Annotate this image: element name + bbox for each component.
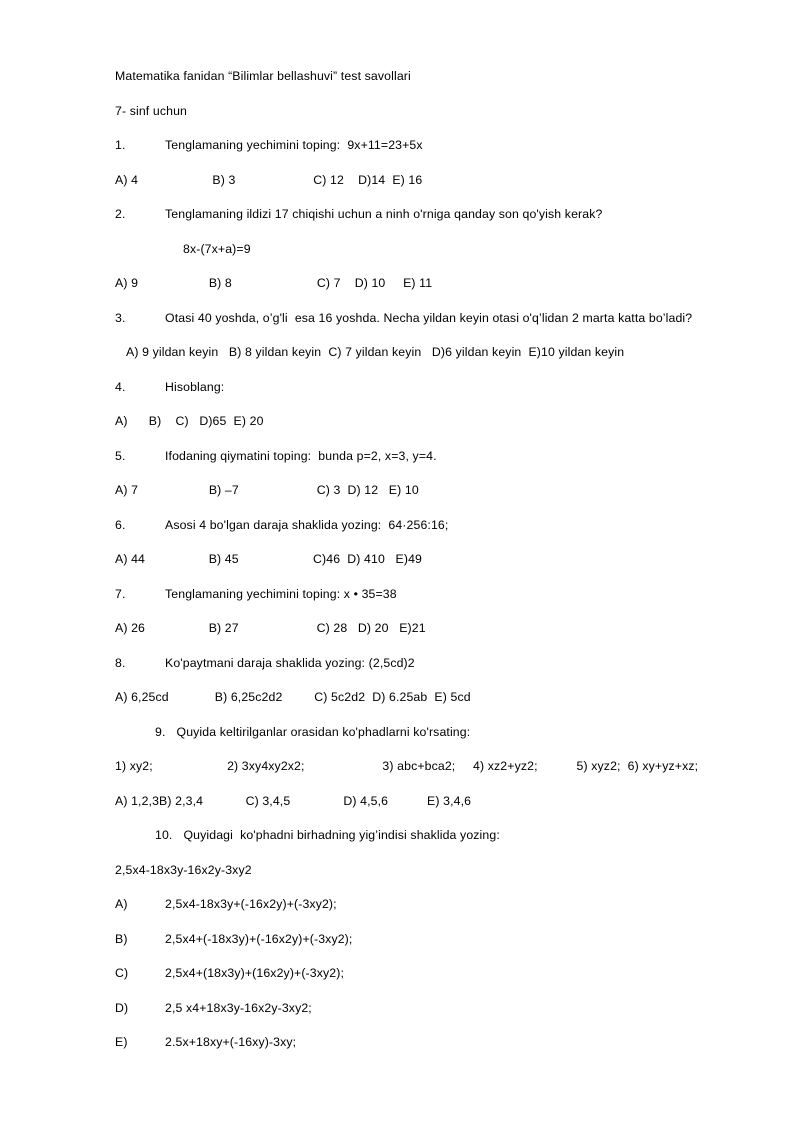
question-10-option-a — [115, 898, 740, 911]
question-2-formula-text: 8x-(7x+a)=9 — [183, 241, 251, 256]
question-10-option-e — [115, 1036, 740, 1049]
option-b-text: 2,5x4+(-18x3y)+(-16x2y)+(-3xy2); — [165, 931, 353, 946]
question-8-options: A) 6,25cd B) 6,25c2d2 C) 5c2d2 D) 6.25ab E) 5cd — [115, 690, 471, 704]
question-10-option-d — [115, 1002, 740, 1015]
option-d-text: 2,5 x4+18x3y-16x2y-3xy2; — [165, 1000, 312, 1015]
document-title: Matematika fanidan “Bilimlar bellashuvi” test savollari — [115, 69, 411, 83]
question-1-options: A) 4 B) 3 C) 12 D)14 E) 16 — [115, 172, 423, 187]
option-a-text: 2,5x4-18x3y+(-16x2y)+(-3xy2); — [165, 897, 337, 911]
question-7-options: A) 26 B) 27 C) 28 D) 20 E)21 — [115, 621, 426, 635]
option-a-letter: A) — [115, 897, 128, 911]
question-10-number: 10. — [155, 828, 173, 842]
question-1-prompt — [115, 139, 740, 152]
question-8-text: Ko'paytmani daraja shaklida yozing: (2,5cd)2 — [165, 655, 415, 670]
question-2-text: Tenglamaning ildizi 17 chiqishi uchun a ninh o'rniga qanday son qo'yish kerak? — [165, 207, 603, 221]
question-1-number: 1. — [115, 138, 126, 152]
option-e-letter: E) — [115, 1035, 128, 1049]
question-10-text: Quyidagi ko'phadni birhadning yig’indisi shaklida yozing: — [183, 828, 500, 842]
question-1-text: Tenglamaning yechimini toping: 9x+11=23+5x — [165, 138, 423, 152]
question-8-prompt — [115, 657, 740, 670]
question-3-text: Otasi 40 yoshda, o’g'li esa 16 yoshda. Necha yildan keyin otasi o'q’lidan 2 marta katta bo’ladi? — [165, 310, 693, 325]
question-9-prompt — [115, 726, 740, 739]
question-4-options: A) B) C) D)65 E) 20 — [115, 414, 264, 428]
question-9-options: A) 1,2,3B) 2,3,4 C) 3,4,5 D) 4,5,6 E) 3,4,6 — [115, 793, 472, 808]
question-6-number: 6. — [115, 517, 126, 532]
option-b-letter: B) — [115, 931, 128, 946]
question-4-number: 4. — [115, 379, 126, 394]
document-subtitle: 7- sinf uchun — [115, 103, 188, 118]
question-3-options — [115, 346, 740, 359]
question-5-text: Ifodaning qiymatini toping: bunda p=2, x=3, y=4. — [165, 448, 437, 463]
question-6-text: Asosi 4 bo'lgan daraja shaklida yozing: 64·256:16; — [165, 517, 449, 532]
question-10-prompt — [115, 829, 740, 842]
question-5-number: 5. — [115, 448, 126, 463]
question-4-text: Hisoblang: — [165, 379, 225, 394]
option-c-letter: C) — [115, 966, 129, 980]
question-2-formula — [115, 243, 740, 256]
question-2-number: 2. — [115, 207, 126, 221]
option-d-letter: D) — [115, 1000, 129, 1015]
question-10-option-c — [115, 967, 740, 980]
document-body — [115, 70, 740, 1049]
question-8-number: 8. — [115, 655, 126, 670]
question-9-number: 9. — [155, 724, 166, 739]
question-9-text: Quyida keltirilganlar orasidan ko'phadlarni ko'rsating: — [176, 724, 471, 739]
question-10-expression: 2,5x4-18x3y-16x2y-3xy2 — [115, 862, 252, 877]
question-3-prompt — [115, 312, 740, 325]
option-e-text: 2.5x+18xy+(-16xy)-3xy; — [165, 1035, 297, 1049]
option-c-text: 2,5x4+(18x3y)+(16x2y)+(-3xy2); — [165, 966, 344, 980]
question-3-number: 3. — [115, 310, 126, 325]
question-7-prompt — [115, 588, 740, 601]
question-10-option-b — [115, 933, 740, 946]
question-2-prompt — [115, 208, 740, 221]
question-2-options: A) 9 B) 8 C) 7 D) 10 E) 11 — [115, 276, 433, 290]
question-5-prompt — [115, 450, 740, 463]
question-7-text: Tenglamaning yechimini toping: x • 35=38 — [165, 586, 397, 601]
question-3-options-text: A) 9 yildan keyin B) 8 yildan keyin C) 7 yildan keyin D)6 yildan keyin E)10 yildan keyin — [126, 345, 625, 359]
question-6-options: A) 44 B) 45 C)46 D) 410 E)49 — [115, 552, 423, 566]
question-4-prompt — [115, 381, 740, 394]
question-9-items: 1) xy2; 2) 3xy4xy2x2; 3) abc+bca2; 4) xz2+yz2; 5) xyz2; 6) xy+yz+xz; — [115, 759, 699, 773]
question-5-options: A) 7 B) –7 C) 3 D) 12 E) 10 — [115, 483, 419, 497]
question-7-number: 7. — [115, 586, 126, 601]
question-6-prompt — [115, 519, 740, 532]
